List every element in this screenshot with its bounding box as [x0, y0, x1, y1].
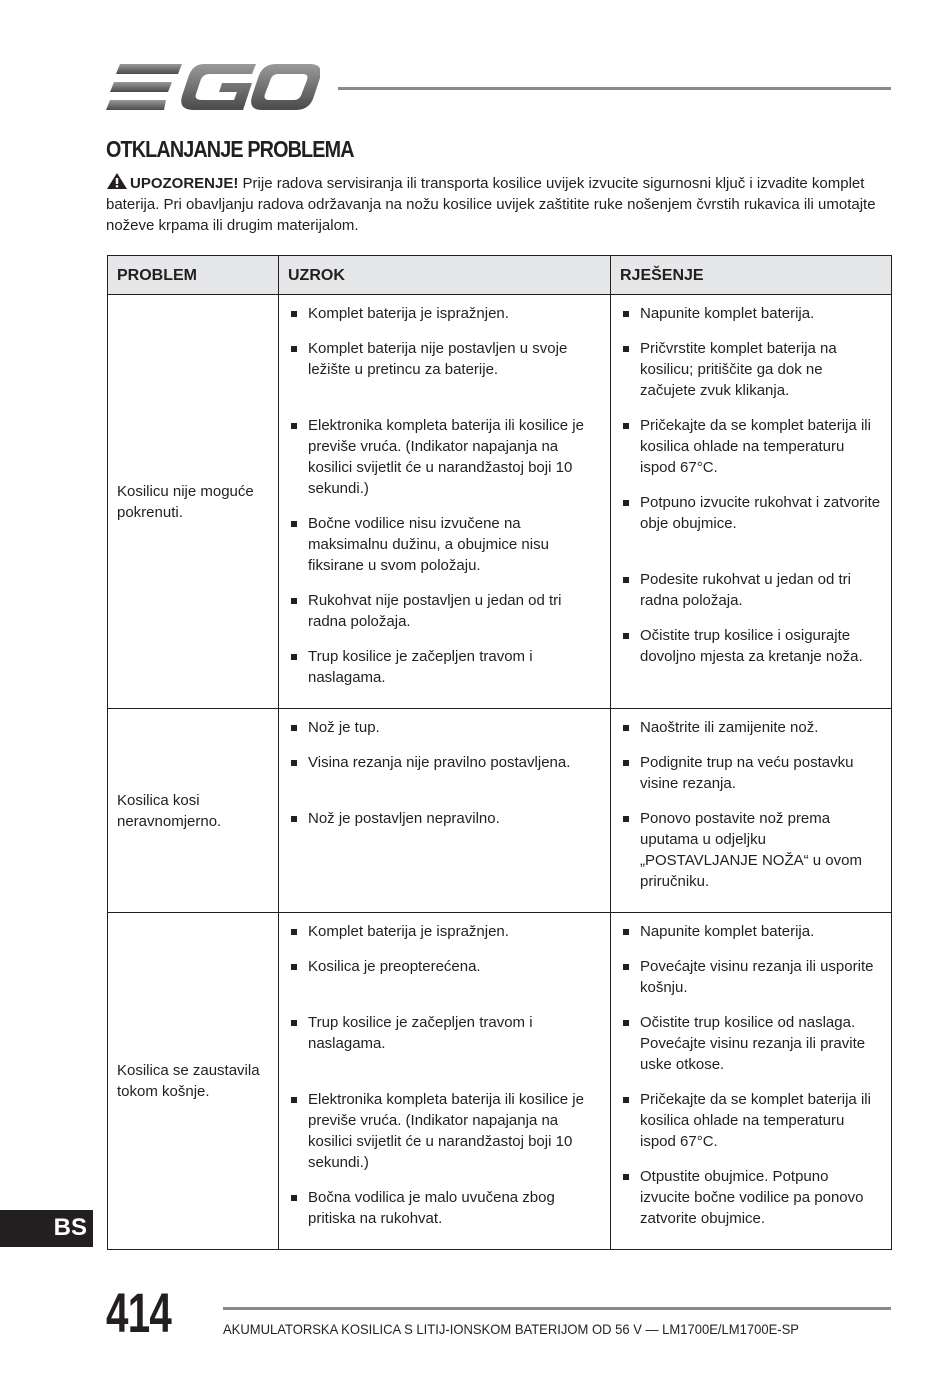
table-row [108, 709, 892, 913]
solution-item: Očistite trup kosilice od naslaga. Povećajte visinu rezanja ili pravite uske otkose. [623, 1012, 881, 1075]
cause-cell [279, 295, 611, 709]
cause-cell [279, 913, 611, 1250]
cause-item: Visina rezanja nije pravilno postavljena. [291, 752, 600, 773]
solution-item: Podesite rukohvat u jedan od tri radna položaja. [623, 569, 881, 611]
problem-cell: Kosilica kosi neravnomjerno. [108, 709, 279, 913]
cause-item: Elektronika kompleta baterija ili kosilice je previše vruća. (Indikator napajanja na kosilici svijetlit će u narandžastoj boji 10 sekundi.) [291, 415, 600, 499]
ego-logo [106, 64, 320, 112]
solution-item: Otpustite obujmice. Potpuno izvucite bočne vodilice pa ponovo zatvorite obujmice. [623, 1166, 881, 1229]
language-tab [0, 1210, 93, 1247]
troubleshooting-table [107, 255, 892, 1250]
cause-item: Nož je tup. [291, 717, 600, 738]
cause-item: Komplet baterija je ispražnjen. [291, 303, 600, 324]
table-header-row [108, 256, 892, 295]
page-number: 414 [106, 1281, 172, 1344]
section-title: OTKLANJANJE PROBLEMA [106, 136, 354, 162]
language-code: BS [53, 1214, 87, 1241]
warning-text: Prije radova servisiranja ili transporta kosilice uvijek izvucite sigurnosni ključ i izvadite komplet baterija. Pri obavljanju radova održavanja na nožu kosilice uvijek zaštitite ruke nošenjem čvrstih rukavica ili umotajte noževe krpama ili drugim materijalom. [106, 175, 876, 234]
cause-item: Rukohvat nije postavljen u jedan od tri radna položaja. [291, 590, 600, 632]
solution-item: Naoštrite ili zamijenite nož. [623, 717, 881, 738]
header-rule [338, 87, 891, 90]
cause-item: Trup kosilice je začepljen travom i naslagama. [291, 646, 600, 688]
solution-cell [611, 913, 892, 1250]
solution-cell [611, 709, 892, 913]
solution-item: Očistite trup kosilice i osigurajte dovoljno mjesta za kretanje noža. [623, 625, 881, 667]
solution-item: Podignite trup na veću postavku visine rezanja. [623, 752, 881, 794]
cause-item: Bočne vodilice nisu izvučene na maksimalnu dužinu, a obujmice nisu fiksirane u svom položaju. [291, 513, 600, 576]
cause-item: Kosilica je preopterećena. [291, 956, 600, 977]
problem-cell: Kosilica se zaustavila tokom košnje. [108, 913, 279, 1250]
table-row [108, 295, 892, 709]
cause-item: Elektronika kompleta baterija ili kosilice je previše vruća. (Indikator napajanja na kosilici svijetlit će u narandžastoj boji 10 sekundi.) [291, 1089, 600, 1173]
cause-item: Komplet baterija nije postavljen u svoje ležište u pretincu za baterije. [291, 338, 600, 380]
cause-item: Bočna vodilica je malo uvučena zbog pritiska na rukohvat. [291, 1187, 600, 1229]
solution-item: Pričekajte da se komplet baterija ili kosilica ohlade na temperaturu ispod 67°C. [623, 415, 881, 478]
solution-item: Pričekajte da se komplet baterija ili kosilica ohlade na temperaturu ispod 67°C. [623, 1089, 881, 1152]
cause-item: Nož je postavljen nepravilno. [291, 808, 600, 829]
column-header-solution: RJEŠENJE [611, 256, 892, 295]
footer-text: AKUMULATORSKA KOSILICA S LITIJ-IONSKOM BATERIJOM OD 56 V — LM1700E/LM1700E-SP [223, 1321, 799, 1337]
solution-item: Povećajte visinu rezanja ili usporite košnju. [623, 956, 881, 998]
warning-paragraph [106, 172, 876, 236]
solution-item: Napunite komplet baterija. [623, 921, 881, 942]
warning-label: UPOZORENJE! [130, 175, 239, 192]
table-row [108, 913, 892, 1250]
cause-cell [279, 709, 611, 913]
solution-item: Ponovo postavite nož prema uputama u odjeljku „POSTAVLJANJE NOŽA“ u ovom priručniku. [623, 808, 881, 892]
footer-rule [223, 1307, 891, 1310]
solution-cell [611, 295, 892, 709]
column-header-cause: UZROK [279, 256, 611, 295]
cause-item: Komplet baterija je ispražnjen. [291, 921, 600, 942]
solution-item: Napunite komplet baterija. [623, 303, 881, 324]
cause-item: Trup kosilice je začepljen travom i naslagama. [291, 1012, 600, 1054]
solution-item: Potpuno izvucite rukohvat i zatvorite obje obujmice. [623, 492, 881, 534]
column-header-problem: PROBLEM [108, 256, 279, 295]
solution-item: Pričvrstite komplet baterija na kosilicu; pritiščite ga dok ne začujete zvuk klikanja. [623, 338, 881, 401]
problem-cell: Kosilicu nije moguće pokrenuti. [108, 295, 279, 709]
warning-triangle-icon [106, 172, 128, 190]
